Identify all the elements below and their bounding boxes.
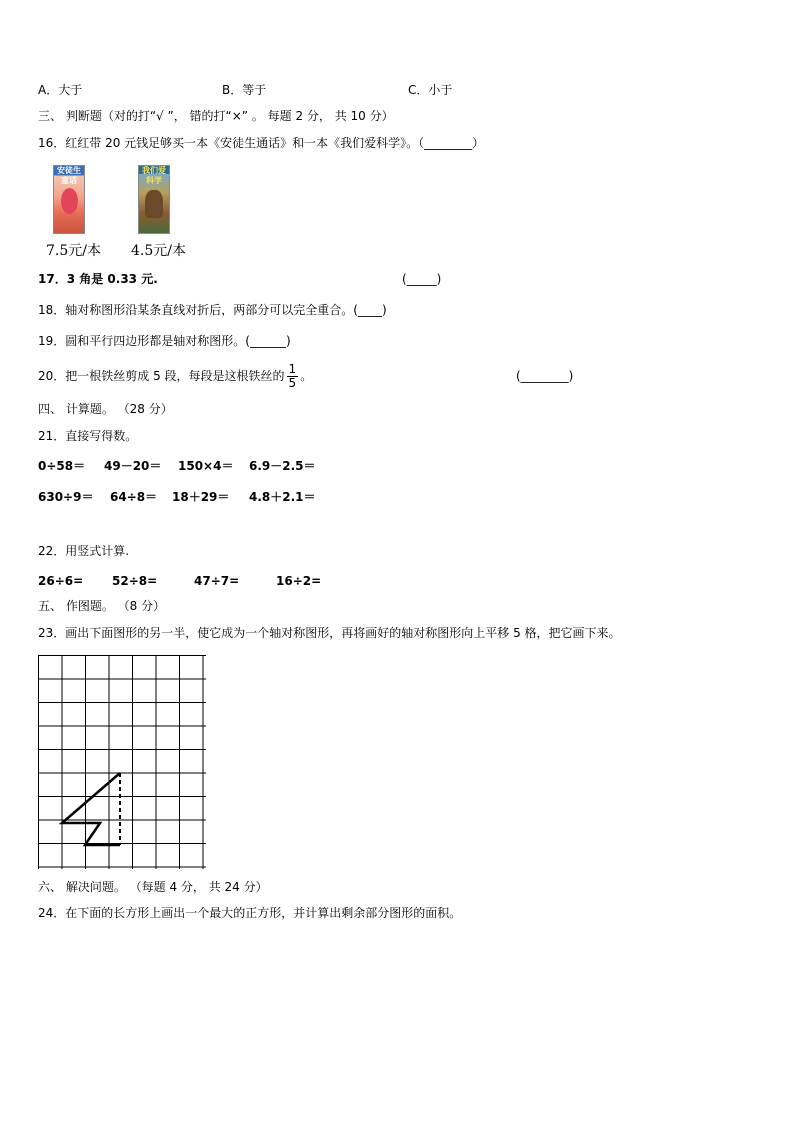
q17-text: 17．3 角是 0.33 元. <box>38 272 158 286</box>
calc-item: 4.8＋2.1＝ <box>249 490 316 504</box>
book-cover-science <box>138 165 170 234</box>
vertical-calc-item: 47÷7= <box>194 574 240 588</box>
book2-title: 我们爱科学 <box>142 166 166 185</box>
fraction-denominator: 5 <box>288 376 297 390</box>
price-book2: 4.5元/本 <box>131 243 186 259</box>
question-20 <box>38 362 312 390</box>
question-23: 23．画出下面图形的另一半，使它成为一个轴对称图形，再将画好的轴对称图形向上平移 5 格，把它画下来。 <box>38 626 621 640</box>
calc-item: 18＋29＝ <box>172 490 230 504</box>
question-18: 18．轴对称图形沿某条直线对折后，两部分可以完全重合。(____) <box>38 303 387 317</box>
option-b: B．等于 <box>222 83 267 97</box>
question-24: 24．在下面的长方形上画出一个最大的正方形，并计算出剩余部分图形的面积。 <box>38 906 462 920</box>
q20-text: 20．把一根铁丝剪成 5 段，每段是这根铁丝的 <box>38 369 285 383</box>
option-a: A．大于 <box>38 83 83 97</box>
calc-item: 0÷58＝ <box>38 459 86 473</box>
grid-lines <box>38 655 206 869</box>
half-shape <box>62 773 120 845</box>
question-17 <box>38 271 158 287</box>
vertical-calc-item: 16÷2= <box>276 574 322 588</box>
price-book1: 7.5元/本 <box>46 243 101 259</box>
vertical-calc-item: 52÷8= <box>112 574 158 588</box>
question-16: 16．红红带 20 元钱足够买一本《安徒生通话》和一本《我们爱科学》。（________） <box>38 136 485 150</box>
section-4-title: 四、 计算题。 （28 分） <box>38 402 173 416</box>
calc-item: 64÷8＝ <box>110 490 158 504</box>
section-6-title: 六、 解决问题。 （每题 4 分， 共 24 分） <box>38 880 268 894</box>
q20-blank: (________) <box>516 369 574 383</box>
question-22: 22．用竖式计算. <box>38 544 130 558</box>
fraction-one-fifth <box>287 363 299 390</box>
calc-item: 49－20＝ <box>104 459 162 473</box>
question-21: 21．直接写得数。 <box>38 429 138 443</box>
q17-blank: (_____) <box>402 272 442 286</box>
book1-title: 安徒生童话 <box>57 166 81 185</box>
vertical-calc-item: 26÷6= <box>38 574 84 588</box>
calc-item: 630÷9＝ <box>38 490 94 504</box>
q20-tail: 。 <box>300 369 313 383</box>
book1-illustration <box>61 188 78 214</box>
option-c: C．小于 <box>408 83 453 97</box>
book2-illustration <box>145 190 163 218</box>
section-3-title: 三、 判断题（对的打“√ ”， 错的打“×” 。 每题 2 分， 共 10 分） <box>38 109 394 123</box>
section-5-title: 五、 作图题。 （8 分） <box>38 599 166 613</box>
question-19: 19．圆和平行四边形都是轴对称图形。(______) <box>38 334 291 348</box>
calc-item: 6.9－2.5＝ <box>249 459 316 473</box>
calc-item: 150×4＝ <box>178 459 234 473</box>
book-cover-andersen <box>53 165 85 234</box>
drawing-grid[interactable] <box>38 655 208 871</box>
fraction-numerator: 1 <box>288 362 297 376</box>
